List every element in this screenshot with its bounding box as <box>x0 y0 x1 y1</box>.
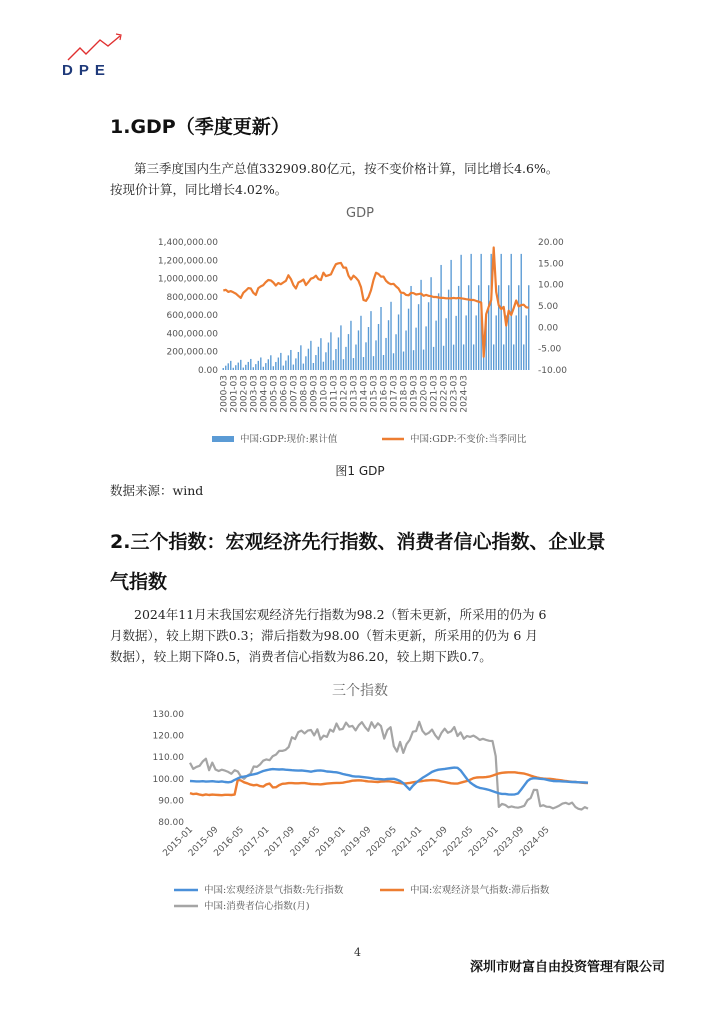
gdp-legend-bar-label: 中国:GDP:现价:累计值 <box>240 434 338 445</box>
gdp-bar <box>450 260 451 370</box>
gdp-bar <box>265 363 266 370</box>
gdp-bar <box>323 362 324 370</box>
gdp-figure-caption: 图1 GDP <box>335 464 385 478</box>
idx-x-tick: 2022-05 <box>441 825 476 859</box>
gdp-y-left-tick: 800,000.00 <box>166 292 218 303</box>
gdp-bar <box>300 345 301 370</box>
gdp-x-tick: 2017-03 <box>389 375 400 413</box>
gdp-x-tick: 2002-03 <box>239 375 250 413</box>
idx-y-tick: 100.00 <box>152 774 184 785</box>
gdp-bar <box>238 363 239 370</box>
gdp-bar <box>383 355 384 370</box>
idx-y-tick: 130.00 <box>152 710 184 720</box>
gdp-bar <box>503 344 504 370</box>
gdp-bar <box>230 361 231 370</box>
gdp-bar <box>443 346 444 370</box>
gdp-y-right-tick: -5.00 <box>538 344 562 355</box>
gdp-bar <box>253 367 254 370</box>
gdp-bar <box>475 315 476 370</box>
gdp-y-left-tick: 200,000.00 <box>166 347 218 358</box>
gdp-bar <box>430 277 431 370</box>
gdp-y-right-tick: 5.00 <box>538 302 559 312</box>
gdp-bar <box>365 342 366 370</box>
gdp-bar <box>460 255 461 370</box>
gdp-bar <box>333 360 334 370</box>
gdp-x-tick: 2024-03 <box>459 375 470 413</box>
gdp-bar <box>243 368 244 370</box>
company-logo <box>60 30 130 80</box>
gdp-bar <box>513 344 514 370</box>
gdp-y-left-tick: 1,200,000.00 <box>157 256 218 267</box>
gdp-bar <box>338 337 339 370</box>
gdp-y-right-tick: 0.00 <box>538 323 559 334</box>
gdp-bar <box>478 285 479 370</box>
gdp-x-tick: 2006-03 <box>279 375 290 413</box>
gdp-bar <box>516 315 517 370</box>
page-number: 4 <box>354 946 361 959</box>
section2-heading <box>110 522 605 602</box>
gdp-bar <box>493 344 494 370</box>
gdp-bar <box>463 344 464 370</box>
gdp-x-tick: 2015-03 <box>369 375 380 413</box>
gdp-bar <box>423 350 424 370</box>
gdp-bar <box>375 340 376 370</box>
gdp-bar <box>350 321 351 370</box>
gdp-bar <box>496 315 497 370</box>
section1-paragraph <box>110 158 630 200</box>
gdp-bar <box>320 338 321 370</box>
gdp-bar <box>395 334 396 370</box>
idx-consumer-confidence-line <box>190 722 588 810</box>
idx-x-tick: 2017-01 <box>237 825 272 859</box>
gdp-bar <box>225 366 226 370</box>
gdp-bar <box>358 330 359 370</box>
idx-x-tick: 2024-05 <box>518 825 552 859</box>
idx-y-tick: 110.00 <box>152 753 184 764</box>
gdp-bar <box>380 307 381 370</box>
gdp-bar <box>400 294 401 370</box>
idx-x-tick: 2018-05 <box>288 825 323 859</box>
gdp-bar <box>228 363 229 370</box>
gdp-bar <box>526 315 527 370</box>
gdp-x-tick: 2021-03 <box>429 375 440 413</box>
gdp-x-tick: 2013-03 <box>349 375 360 413</box>
gdp-bar <box>455 316 456 370</box>
section2-heading-line2: 气指数 <box>110 571 168 593</box>
gdp-bar <box>448 290 449 370</box>
gdp-bar <box>273 366 274 370</box>
gdp-legend-bar-swatch <box>212 436 234 442</box>
gdp-bar <box>518 285 519 370</box>
gdp-x-tick: 2007-03 <box>289 375 300 413</box>
gdp-bar <box>388 320 389 370</box>
gdp-bar <box>473 344 474 370</box>
gdp-bar <box>328 343 329 370</box>
gdp-bar <box>470 254 471 370</box>
gdp-bar <box>275 362 276 370</box>
gdp-bar <box>465 315 466 370</box>
logo-text: DPE <box>62 62 111 79</box>
section1-heading: 1.GDP（季度更新） <box>110 116 290 138</box>
gdp-y-left-tick: 600,000.00 <box>166 311 218 322</box>
gdp-bar <box>283 366 284 370</box>
gdp-x-tick: 2022-03 <box>439 375 450 413</box>
section1-para-line2: 按现价计算，同比增长4.02%。 <box>110 182 288 197</box>
gdp-y-left-tick: 1,000,000.00 <box>157 274 218 285</box>
gdp-bar <box>305 356 306 370</box>
gdp-bar <box>325 352 326 370</box>
gdp-bar <box>285 361 286 370</box>
gdp-bar <box>415 328 416 370</box>
gdp-bar <box>413 350 414 370</box>
gdp-x-tick: 2008-03 <box>299 375 310 413</box>
gdp-x-tick: 2018-03 <box>399 375 410 413</box>
footer-company: 深圳市财富自由投资管理有限公司 <box>470 960 666 975</box>
gdp-bar <box>393 353 394 370</box>
gdp-bar <box>310 341 311 370</box>
idx-x-tick: 2023-01 <box>467 825 501 859</box>
idx-y-tick: 120.00 <box>152 731 184 742</box>
gdp-bar <box>335 349 336 370</box>
gdp-bar <box>280 353 281 370</box>
gdp-x-tick: 2023-03 <box>449 375 460 413</box>
idx-x-tick: 2023-09 <box>492 825 527 859</box>
gdp-bar <box>235 365 236 370</box>
gdp-bar <box>378 324 379 370</box>
gdp-bar <box>398 314 399 370</box>
gdp-x-tick: 2014-03 <box>359 375 370 413</box>
gdp-bar <box>348 334 349 370</box>
idx-legend-confidence-label: 中国:消费者信心指数(月) <box>204 901 310 912</box>
gdp-bar <box>330 332 331 370</box>
idx-x-tick: 2021-09 <box>416 825 450 859</box>
gdp-x-tick: 2005-03 <box>269 375 280 413</box>
idx-x-tick: 2020-05 <box>365 825 399 859</box>
gdp-bar <box>363 357 364 370</box>
gdp-bar <box>340 325 341 370</box>
idx-y-tick: 80.00 <box>158 818 184 828</box>
gdp-x-tick: 2010-03 <box>319 375 330 413</box>
gdp-y-left-tick: 0.00 <box>197 366 218 376</box>
gdp-bar <box>345 347 346 370</box>
gdp-bar <box>303 364 304 370</box>
gdp-bar <box>373 356 374 370</box>
gdp-bar <box>248 362 249 370</box>
gdp-bar <box>290 350 291 370</box>
gdp-bar <box>501 254 502 370</box>
gdp-bar <box>278 358 279 370</box>
section2-heading-line1: 2.三个指数：宏观经济先行指数、消费者信心指数、企业景 <box>110 531 606 553</box>
gdp-bar <box>288 355 289 370</box>
gdp-chart-title: GDP <box>346 206 374 221</box>
section1-para-line1: 第三季度国内生产总值332909.80亿元，按不变价格计算，同比增长4.6%。 <box>134 161 559 176</box>
gdp-bar <box>250 359 251 370</box>
gdp-x-tick: 2016-03 <box>379 375 390 413</box>
gdp-bar <box>343 359 344 370</box>
gdp-bar <box>255 364 256 370</box>
gdp-bar <box>385 338 386 370</box>
gdp-bar <box>425 326 426 370</box>
gdp-bar <box>528 285 529 370</box>
gdp-x-tick: 2011-03 <box>329 375 340 413</box>
gdp-chart <box>110 230 610 450</box>
indices-chart <box>110 704 610 919</box>
gdp-bar <box>523 344 524 370</box>
gdp-bar <box>240 360 241 370</box>
gdp-bar <box>418 304 419 370</box>
idx-x-tick: 2016-05 <box>212 825 247 859</box>
idx-x-tick: 2015-01 <box>161 825 196 859</box>
idx-legend-leading-label: 中国:宏观经济景气指数:先行指数 <box>204 885 344 896</box>
idx-x-tick: 2021-01 <box>390 825 425 859</box>
idx-y-tick: 90.00 <box>158 796 184 807</box>
gdp-bar <box>368 327 369 370</box>
gdp-x-tick: 2020-03 <box>419 375 430 413</box>
section2-para-line2: 月数据），较上期下跌0.3；滞后指数为98.00（暂未更新，所采用的仍为 6 月 <box>110 628 538 643</box>
gdp-bar <box>488 285 489 370</box>
gdp-bar <box>318 347 319 370</box>
gdp-x-tick: 2012-03 <box>339 375 350 413</box>
gdp-bar <box>263 367 264 370</box>
gdp-bar <box>468 285 469 370</box>
gdp-bar <box>360 316 361 370</box>
gdp-bar <box>355 345 356 370</box>
gdp-bar <box>403 352 404 370</box>
gdp-bar <box>293 365 294 370</box>
section2-para-line3: 数据），较上期下降0.5，消费者信心指数为86.20，较上期下跌0.7。 <box>110 649 492 664</box>
gdp-y-right-tick: -10.00 <box>538 366 568 376</box>
gdp-y-right-tick: 15.00 <box>538 259 564 270</box>
idx-x-tick: 2015-09 <box>186 825 221 859</box>
gdp-y-left-tick: 400,000.00 <box>166 329 218 340</box>
gdp-bar <box>408 309 409 370</box>
gdp-bar <box>233 368 234 370</box>
gdp-bar <box>440 265 441 370</box>
gdp-bar <box>258 361 259 370</box>
gdp-x-tick: 2009-03 <box>309 375 320 413</box>
gdp-y-right-tick: 10.00 <box>538 280 564 291</box>
idx-legend-lagging-label: 中国:宏观经济景气指数:滞后指数 <box>410 885 550 896</box>
idx-x-tick: 2017-09 <box>263 825 298 859</box>
gdp-x-tick: 2001-03 <box>229 375 240 413</box>
gdp-y-right-tick: 20.00 <box>538 238 564 248</box>
gdp-x-tick: 2019-03 <box>409 375 420 413</box>
gdp-bar <box>410 286 411 370</box>
gdp-bar <box>245 365 246 370</box>
gdp-bar <box>308 349 309 370</box>
gdp-bar <box>435 321 436 370</box>
gdp-bar <box>370 311 371 370</box>
gdp-bar <box>315 355 316 370</box>
gdp-x-tick: 2004-03 <box>259 375 270 413</box>
gdp-data-source: 数据来源：wind <box>110 483 204 498</box>
gdp-bar <box>313 363 314 370</box>
gdp-legend-line-label: 中国:GDP:不变价:当季同比 <box>410 434 527 445</box>
gdp-bar <box>428 302 429 370</box>
gdp-bar <box>433 347 434 370</box>
gdp-x-tick: 2003-03 <box>249 375 260 413</box>
gdp-bar <box>521 254 522 370</box>
gdp-bar <box>268 359 269 370</box>
idx-x-tick: 2019-09 <box>339 825 374 859</box>
gdp-bar <box>405 331 406 370</box>
idx-x-tick: 2019-01 <box>314 825 348 859</box>
gdp-bar <box>390 302 391 370</box>
section2-paragraph <box>110 604 630 667</box>
gdp-bar <box>453 345 454 370</box>
gdp-bar <box>298 352 299 370</box>
section2-para-line1: 2024年11月末我国宏观经济先行指数为98.2（暂未更新，所采用的仍为 6 <box>134 607 547 622</box>
gdp-bar <box>223 368 224 370</box>
gdp-bar <box>438 293 439 370</box>
gdp-bar <box>295 358 296 370</box>
gdp-y-left-tick: 1,400,000.00 <box>157 238 218 248</box>
gdp-bar <box>508 285 509 370</box>
gdp-bar <box>445 318 446 370</box>
gdp-bar <box>260 357 261 370</box>
gdp-x-tick: 2000-03 <box>219 375 230 413</box>
indices-chart-title: 三个指数 <box>332 683 388 699</box>
gdp-bar <box>353 358 354 370</box>
gdp-bar <box>270 355 271 370</box>
